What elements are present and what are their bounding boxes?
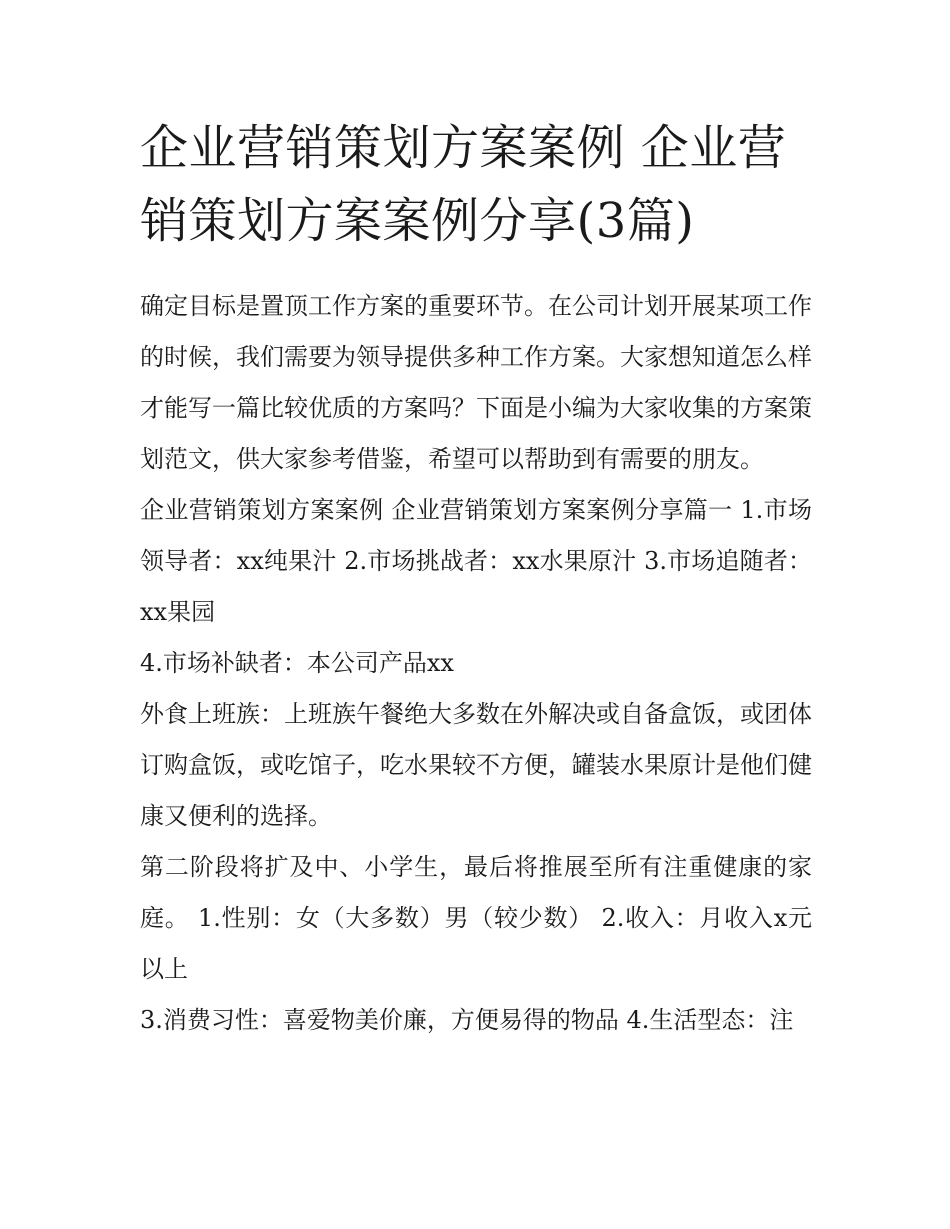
paragraph-market-niche: 4.市场补缺者：本公司产品xx — [140, 649, 454, 677]
paragraph-consumption-habits: 3.消费习性：喜爱物美价廉，方便易得的物品 4.生活型态：注 — [140, 1006, 794, 1034]
document-page — [140, 112, 812, 1046]
paragraph-office-workers: 外食上班族：上班族午餐绝大多数在外解决或自备盒饭，或团体订购盒饭，或吃馆子，吃水果较不方便，罐装水果原计是他们健康又便利的选择。 — [140, 700, 812, 830]
paragraph-market-roles: 企业营销策划方案案例 企业营销策划方案案例分享篇一 1.市场领导者：xx纯果汁 2.市场挑战者：xx水果原汁 3.市场追随者：xx果园 — [140, 496, 812, 626]
paragraph-second-stage: 第二阶段将扩及中、小学生，最后将推展至所有注重健康的家庭。 1.性别：女（大多数）男（较少数） 2.收入：月收入x元以上 — [140, 853, 812, 983]
paragraph-intro: 确定目标是置顶工作方案的重要环节。在公司计划开展某项工作的时候，我们需要为领导提供多种工作方案。大家想知道怎么样才能写一篇比较优质的方案吗？下面是小编为大家收集的方案策划范文，供大家参考借鉴，希望可以帮助到有需要的朋友。 — [140, 292, 812, 473]
document-title: 企业营销策划方案案例 企业营销策划方案案例分享(3篇) — [140, 120, 787, 249]
